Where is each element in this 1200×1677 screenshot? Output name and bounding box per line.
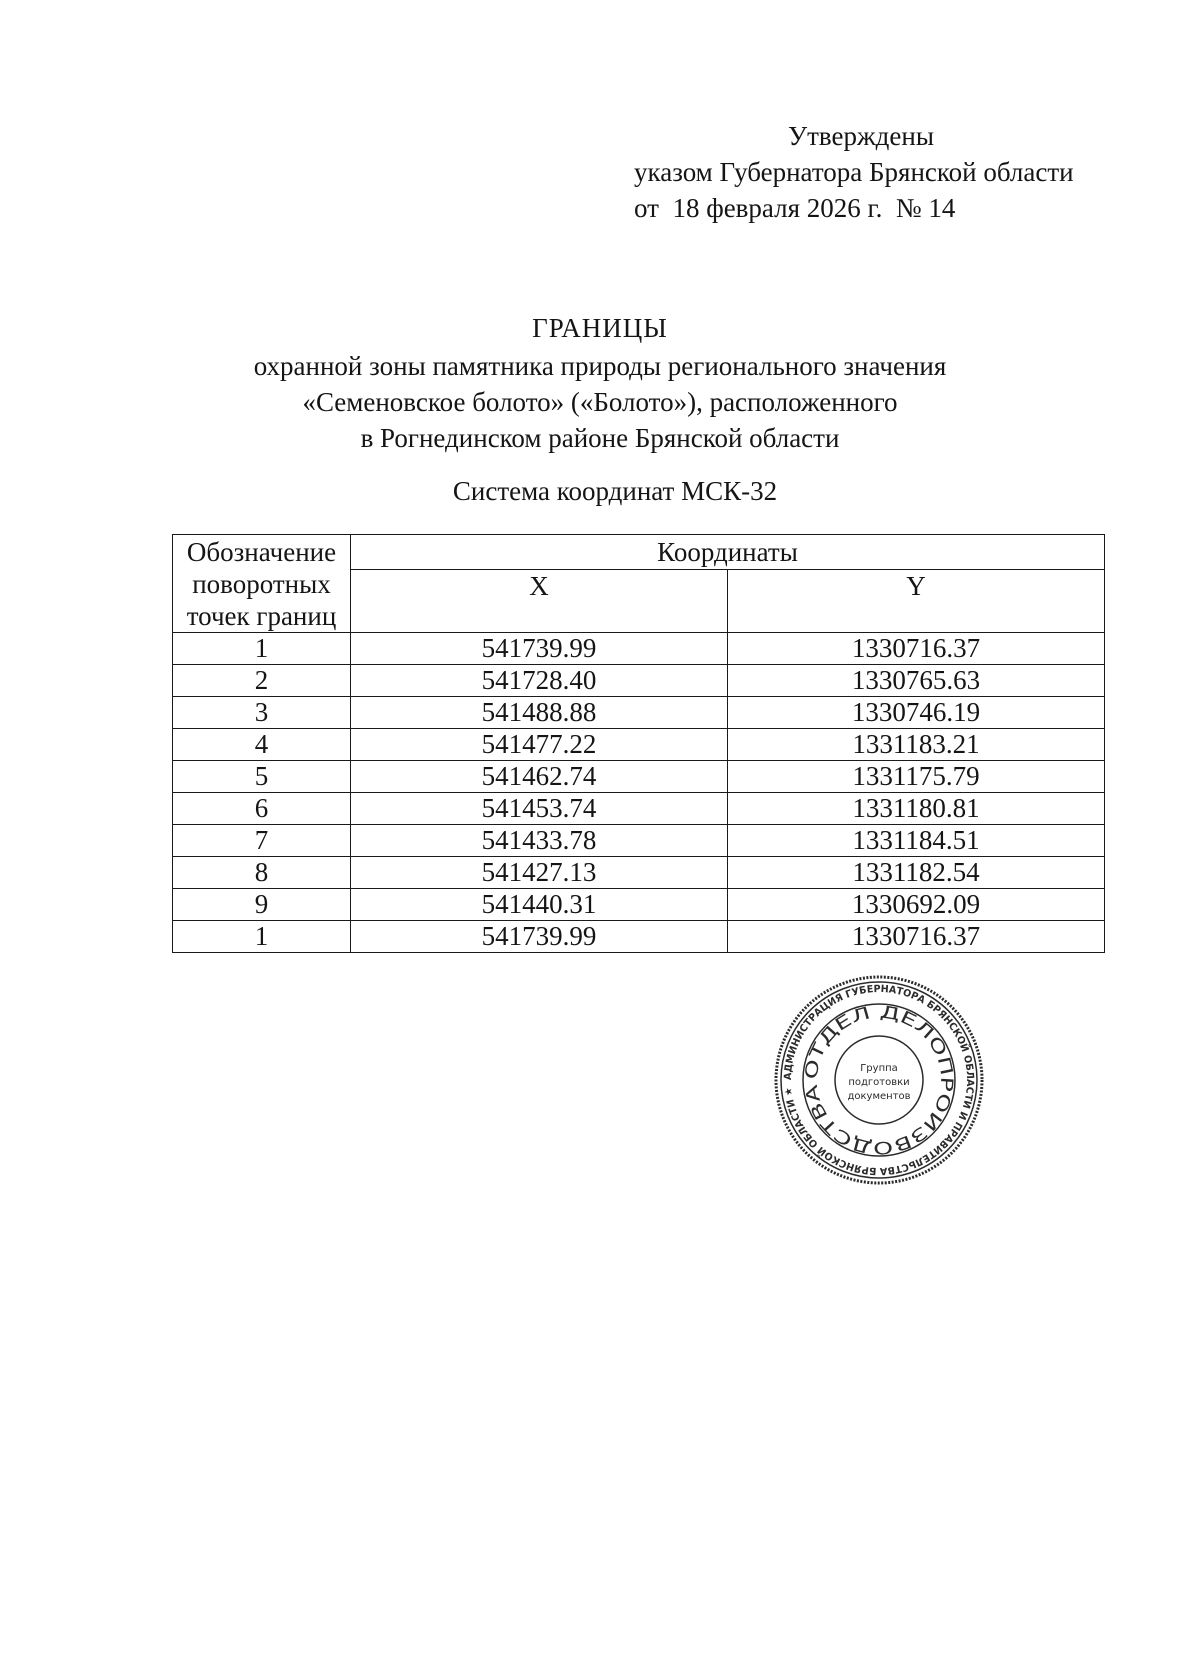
header-y: Y xyxy=(728,570,1105,633)
cell-y: 1331182.54 xyxy=(728,857,1105,889)
header-x: X xyxy=(351,570,728,633)
cell-x: 541440.31 xyxy=(351,889,728,921)
seal-center-line-2: подготовки xyxy=(848,1077,910,1088)
cell-x: 541739.99 xyxy=(351,633,728,665)
cell-x: 541739.99 xyxy=(351,921,728,953)
cell-x: 541453.74 xyxy=(351,793,728,825)
table-row xyxy=(173,633,1105,665)
cell-x: 541728.40 xyxy=(351,665,728,697)
table-row xyxy=(173,729,1105,761)
cell-point: 1 xyxy=(173,921,351,953)
table-row xyxy=(173,793,1105,825)
official-seal xyxy=(773,974,985,1186)
cell-point: 5 xyxy=(173,761,351,793)
header-point-text: Обозначение поворотных точек границ xyxy=(186,537,337,631)
table-row xyxy=(173,921,1105,953)
cell-y: 1331175.79 xyxy=(728,761,1105,793)
title-line-2: «Семеновское болото» («Болото»), расположенного xyxy=(302,387,898,417)
table-row xyxy=(173,697,1105,729)
table-row xyxy=(173,857,1105,889)
seal-outer-text: АДМИНИСТРАЦИЯ ГУБЕРНАТОРА БРЯНСКОЙ ОБЛАСТИ И ПРАВИТЕЛЬСТВА БРЯНСКОЙ ОБЛАСТИ ★ xyxy=(782,983,976,1177)
cell-point: 7 xyxy=(173,825,351,857)
approval-line-3: от 18 февраля 2026 г. № 14 xyxy=(634,193,956,223)
cell-y: 1331180.81 xyxy=(728,793,1105,825)
cell-y: 1330746.19 xyxy=(728,697,1105,729)
cell-x: 541433.78 xyxy=(351,825,728,857)
document-title xyxy=(0,310,1200,456)
cell-point: 1 xyxy=(173,633,351,665)
cell-point: 6 xyxy=(173,793,351,825)
approval-block xyxy=(634,118,1074,226)
title-heading: ГРАНИЦЫ xyxy=(532,313,668,343)
cell-y: 1331183.21 xyxy=(728,729,1105,761)
cell-y: 1331184.51 xyxy=(728,825,1105,857)
cell-x: 541462.74 xyxy=(351,761,728,793)
table-row xyxy=(173,889,1105,921)
cell-y: 1330716.37 xyxy=(728,921,1105,953)
cell-y: 1330716.37 xyxy=(728,633,1105,665)
cell-y: 1330692.09 xyxy=(728,889,1105,921)
cell-point: 3 xyxy=(173,697,351,729)
cell-x: 541477.22 xyxy=(351,729,728,761)
title-line-3: в Рогнединском районе Брянской области xyxy=(360,423,840,453)
approval-line-1: Утверждены xyxy=(788,121,934,151)
seal-ring-text: ОТДЕЛ ДЕЛОПРОИЗВОДСТВА xyxy=(801,1002,957,1158)
coordinates-table xyxy=(172,534,1105,953)
seal-center-line-3: документов xyxy=(847,1091,911,1102)
cell-point: 2 xyxy=(173,665,351,697)
header-coordinates: Координаты xyxy=(351,535,1105,570)
cell-y: 1330765.63 xyxy=(728,665,1105,697)
table-row xyxy=(173,761,1105,793)
cell-point: 8 xyxy=(173,857,351,889)
cell-point: 9 xyxy=(173,889,351,921)
seal-center-line-1: Группа xyxy=(860,1063,898,1074)
table-row xyxy=(173,825,1105,857)
coordinate-system-label: Система координат МСК-32 xyxy=(452,476,778,506)
cell-point: 4 xyxy=(173,729,351,761)
approval-line-2: указом Губернатора Брянской области xyxy=(634,157,1074,187)
cell-x: 541488.88 xyxy=(351,697,728,729)
cell-x: 541427.13 xyxy=(351,857,728,889)
header-point-designation xyxy=(173,535,351,633)
table-row xyxy=(173,665,1105,697)
title-line-1: охранной зоны памятника природы регионального значения xyxy=(253,351,947,381)
